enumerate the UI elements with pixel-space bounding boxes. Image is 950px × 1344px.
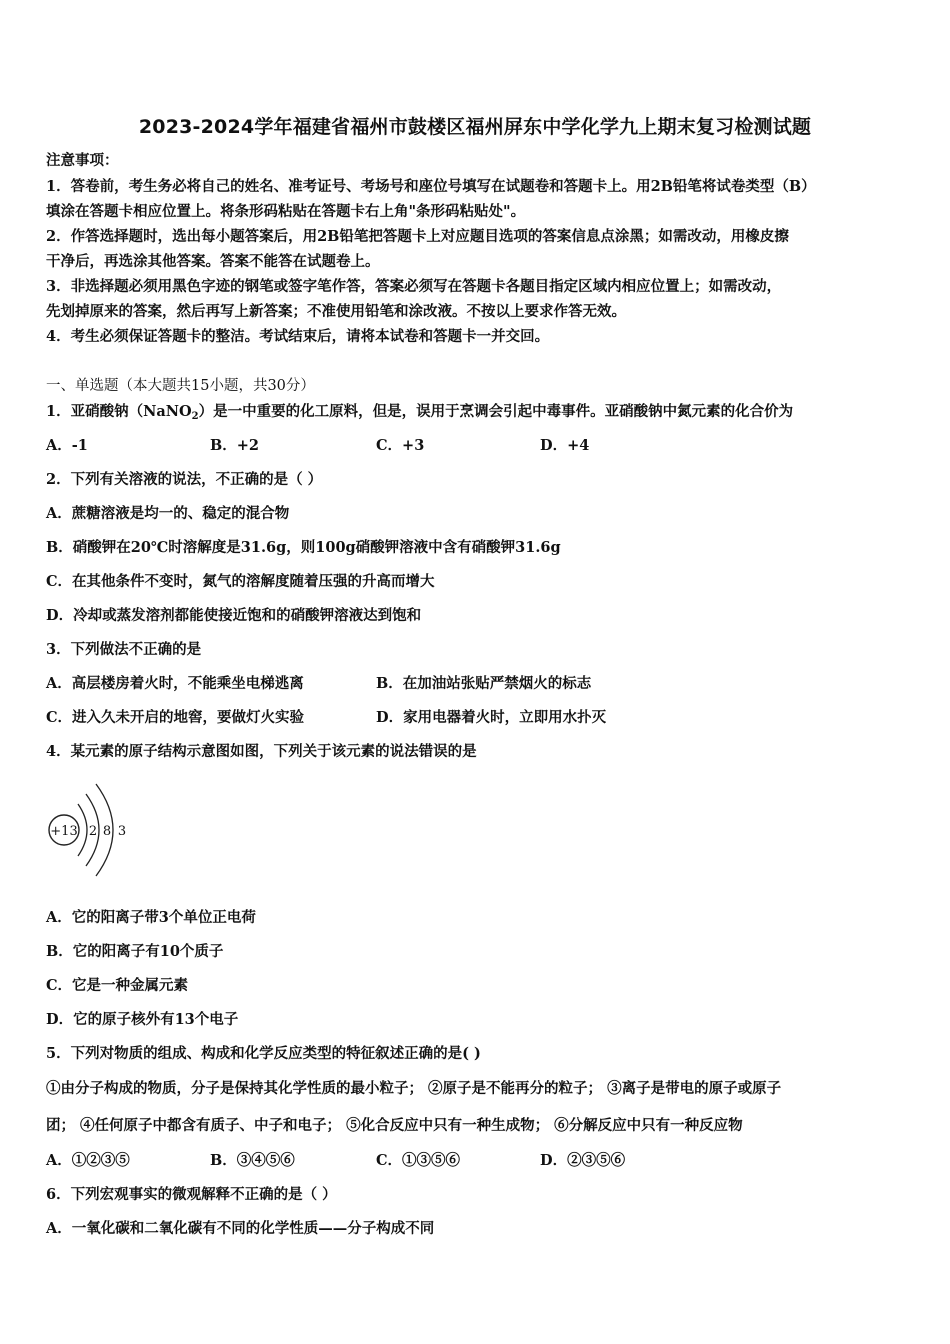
notice-line: 1．答卷前，考生务必将自己的姓名、准考证号、考场号和座位号填写在试题卷和答题卡上。用2B铅笔将试卷类型（B）	[46, 178, 816, 195]
q1-option-b[interactable]: B．+2	[210, 437, 259, 454]
q4-option-d[interactable]: D．它的原子核外有13个电子	[46, 1011, 239, 1028]
notice-line: 干净后，再选涂其他答案。答案不能答在试题卷上。	[46, 253, 380, 270]
q1-option-c[interactable]: C．+3	[376, 437, 425, 454]
atom-structure-diagram	[44, 776, 144, 886]
question-2-stem: 2．下列有关溶液的说法，不正确的是（ ）	[46, 471, 323, 488]
nucleus-charge: +13	[50, 824, 78, 839]
q5-statements: 团； ④任何原子中都含有质子、中子和电子； ⑤化合反应中只有一种生成物； ⑥分解反应中只有一种反应物	[46, 1117, 743, 1134]
q3-option-c[interactable]: C．进入久未开启的地窖，要做灯火实验	[46, 709, 305, 726]
q2-option-a[interactable]: A．蔗糖溶液是均一的、稳定的混合物	[46, 505, 290, 522]
question-4-stem: 4．某元素的原子结构示意图如图，下列关于该元素的说法错误的是	[46, 743, 477, 760]
q5-option-a[interactable]: A．①②③⑤	[46, 1152, 130, 1169]
q5-option-c[interactable]: C．①③⑤⑥	[376, 1152, 461, 1169]
q3-option-a[interactable]: A．高层楼房着火时，不能乘坐电梯逃离	[46, 675, 304, 692]
q5-statements: ①由分子构成的物质，分子是保持其化学性质的最小粒子； ②原子是不能再分的粒子； ③离子是带电的原子或原子	[46, 1080, 782, 1097]
q2-option-b[interactable]: B．硝酸钾在20℃时溶解度是31.6g，则100g硝酸钾溶液中含有硝酸钾31.6g	[46, 539, 561, 556]
section-heading: 一、单选题（本大题共15小题，共30分）	[46, 378, 315, 394]
page-title: 2023-2024学年福建省福州市鼓楼区福州屏东中学化学九上期末复习检测试题	[138, 116, 812, 138]
question-1-stem: 1．亚硝酸钠（NaNO$_2$）是一中重要的化工原料，但是，误用于烹调会引起中毒事件。亚硝酸钠中氮元素的化合价为	[46, 403, 794, 422]
q5-option-b[interactable]: B．③④⑤⑥	[210, 1152, 295, 1169]
q1-option-d[interactable]: D．+4	[540, 437, 590, 454]
shell-electrons: 8	[102, 824, 112, 839]
notice-line: 先划掉原来的答案，然后再写上新答案；不准使用铅笔和涂改液。不按以上要求作答无效。	[46, 303, 626, 320]
q3-option-d[interactable]: D．家用电器着火时，立即用水扑灭	[376, 709, 607, 726]
notice-heading: 注意事项：	[46, 152, 119, 169]
q3-option-b[interactable]: B．在加油站张贴严禁烟火的标志	[376, 675, 592, 692]
q2-option-c[interactable]: C．在其他条件不变时，氮气的溶解度随着压强的升高而增大	[46, 573, 435, 590]
notice-line: 填涂在答题卡相应位置上。将条形码粘贴在答题卡右上角"条形码粘贴处"。	[46, 203, 526, 220]
q2-option-d[interactable]: D．冷却或蒸发溶剂都能使接近饱和的硝酸钾溶液达到饱和	[46, 607, 422, 624]
shell-electrons: 3	[117, 824, 127, 839]
notice-line: 3．非选择题必须用黑色字迹的钢笔或签字笔作答，答案必须写在答题卡各题目指定区域内相应位置上；如需改动，	[46, 278, 782, 295]
question-3-stem: 3．下列做法不正确的是	[46, 641, 202, 658]
question-5-stem: 5．下列对物质的组成、构成和化学反应类型的特征叙述正确的是( )	[46, 1045, 481, 1062]
q1-option-a[interactable]: A．-1	[46, 437, 88, 454]
q4-option-b[interactable]: B．它的阳离子有10个质子	[46, 943, 224, 960]
q4-option-c[interactable]: C．它是一种金属元素	[46, 977, 189, 994]
q6-option-a[interactable]: A．一氧化碳和二氧化碳有不同的化学性质——分子构成不同	[46, 1220, 435, 1237]
notice-line: 2．作答选择题时，选出每小题答案后，用2B铅笔把答题卡上对应题目选项的答案信息点涂黑；如需改动，用橡皮擦	[46, 228, 789, 245]
q5-option-d[interactable]: D．②③⑤⑥	[540, 1152, 626, 1169]
shell-electrons: 2	[88, 824, 98, 839]
question-6-stem: 6．下列宏观事实的微观解释不正确的是（ ）	[46, 1186, 337, 1203]
notice-line: 4．考生必须保证答题卡的整洁。考试结束后，请将本试卷和答题卡一并交回。	[46, 328, 550, 345]
q4-option-a[interactable]: A．它的阳离子带3个单位正电荷	[46, 909, 256, 926]
